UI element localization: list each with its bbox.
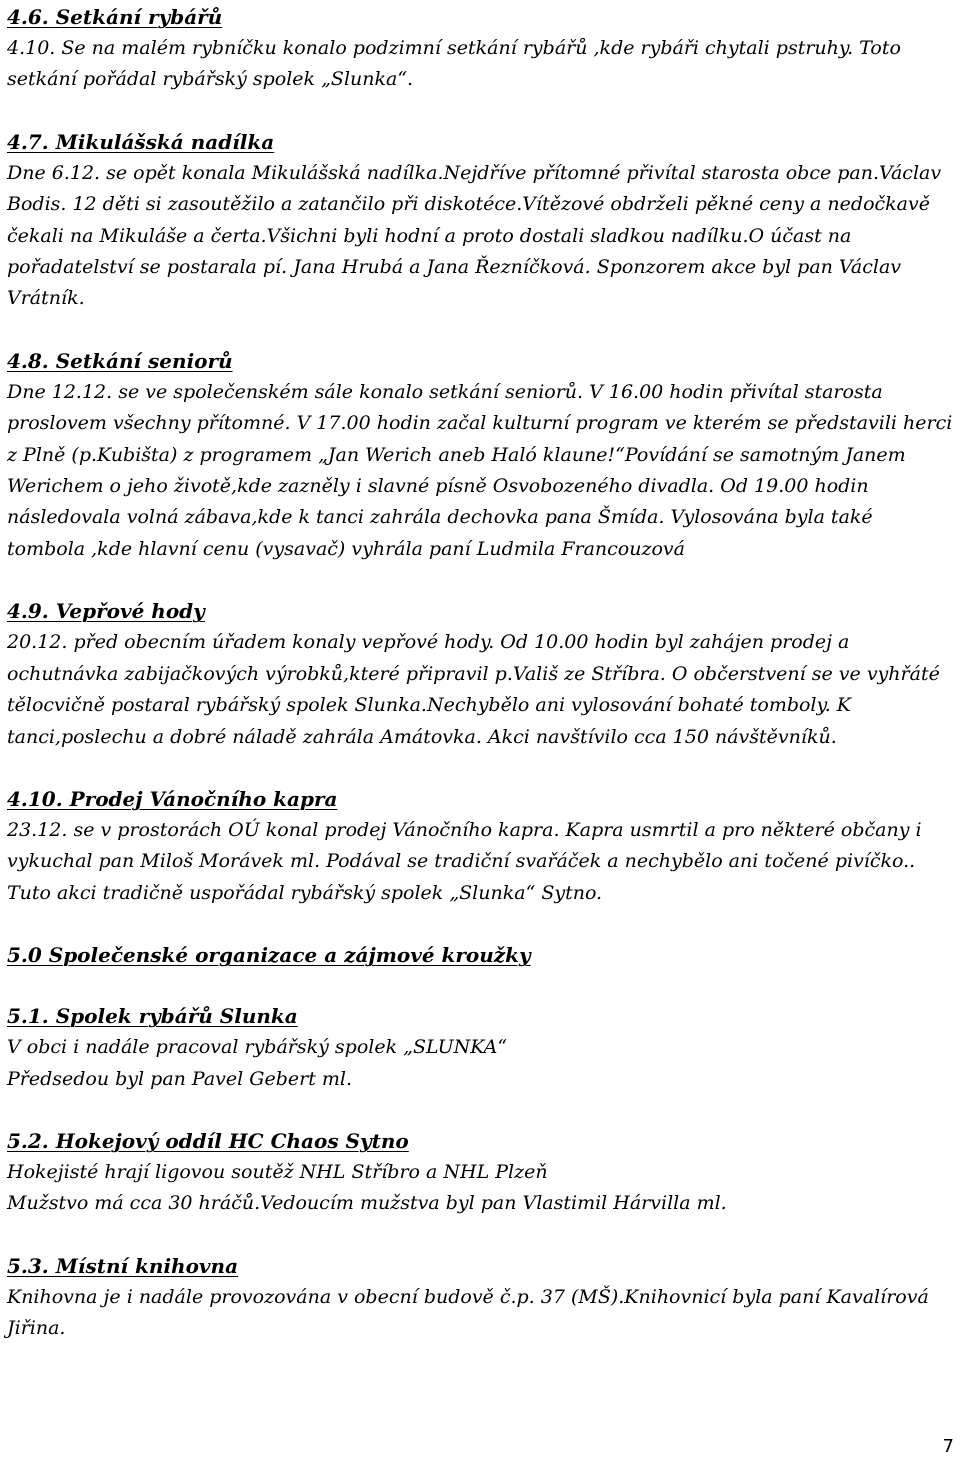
section-4-8 <box>7 346 953 565</box>
section-5-3 <box>7 1251 953 1345</box>
section-paragraph: Hokejisté hrají ligovou soutěž NHL Stříbro a NHL Plzeň <box>7 1160 548 1183</box>
section-paragraph: Dne 6.12. se opět konala Mikulášská nadílka.Nejdříve přítomné přivítal starosta obce pan.Václav Bodis. 12 děti si zasoutěžilo a zatančilo při diskotéce.Vítězové obdrželi pěkné ceny a nedočkavě čekali na Mikuláše a čerta.Všichni byli hodní a proto dostali sladkou nadílku.O účast na pořadatelství se postarala pí. Jana Hrubá a Jana Řezníčková. Sponzorem akce byl pan Václav Vrátník. <box>7 161 942 310</box>
section-heading: 4.7. Mikulášská nadílka <box>7 129 275 154</box>
page-number: 7 <box>942 1436 954 1457</box>
section-paragraph: Mužstvo má cca 30 hráčů.Vedoucím mužstva byl pan Vlastimil Hárvilla ml. <box>7 1192 727 1215</box>
document-page <box>7 2 953 1376</box>
section-heading: 4.8. Setkání seniorů <box>7 348 233 373</box>
section-heading: 4.10. Prodej Vánočního kapra <box>7 786 338 811</box>
section-paragraph: V obci i nadále pracoval rybářský spolek „SLUNKA“ <box>7 1036 508 1059</box>
section-4-7 <box>7 127 953 315</box>
section-paragraph: Knihovna je i nadále provozována v obecní budově č.p. 37 (MŠ).Knihovnicí byla paní Kavalírová Jiřina. <box>7 1285 929 1340</box>
section-4-6 <box>7 2 953 96</box>
section-heading: 4.6. Setkání rybářů <box>7 5 223 29</box>
section-5-1 <box>7 1001 953 1095</box>
section-heading: 4.9. Vepřové hody <box>7 599 205 624</box>
section-4-9 <box>7 596 953 753</box>
section-heading: 5.0 Společenské organizace a zájmové kroužky <box>7 943 531 968</box>
section-paragraph: Předsedou byl pan Pavel Gebert ml. <box>7 1067 352 1090</box>
section-5-2 <box>7 1126 953 1220</box>
section-heading: 5.1. Spolek rybářů Slunka <box>7 1004 298 1029</box>
section-heading: 5.2. Hokejový oddíl HC Chaos Sytno <box>7 1128 409 1153</box>
section-heading: 5.3. Místní knihovna <box>7 1253 239 1278</box>
section-paragraph: 23.12. se v prostorách OÚ konal prodej Vánočního kapra. Kapra usmrtil a pro některé občany i vykuchal pan Miloš Morávek ml. Podával se tradiční svařáček a nechybělo ani točené pivíčko.. Tuto akci tradičně uspořádal rybářský spolek „Slunka“ Sytno. <box>7 818 922 904</box>
section-paragraph: Dne 12.12. se ve společenském sále konalo setkání seniorů. V 16.00 hodin přivítal starosta proslovem všechny přítomné. V 17.00 hodin začal kulturní program ve kterém se představili herci z Plně (p.Kubišta) z programem „Jan Werich aneb Haló klaune!“Povídání se samotným Janem Werichem o jeho životě,kde zazněly i slavné písně Osvobozeného divadla. Od 19.00 hodin následovala volná zábava,kde k tanci zahrála dechovka pana Šmída. Vylosována byla také tombola ,kde hlavní cenu (vysavač) vyhrála paní Ludmila Francouzová <box>7 380 953 560</box>
section-paragraph: 20.12. před obecním úřadem konaly vepřové hody. Od 10.00 hodin byl zahájen prodej a ochutnávka zabijačkových výrobků,které připravil p.Vališ ze Stříbra. O občerstvení se ve vyhřáté tělocvičně postaral rybářský spolek Slunka.Nechybělo ani vylosování bohaté tomboly. K tanci,poslechu a dobré náladě zahrála Amátovka. Akci navštívilo cca 150 návštěvníků. <box>7 631 940 748</box>
section-4-10 <box>7 784 953 909</box>
section-5-0 <box>7 940 953 971</box>
section-paragraph: 4.10. Se na malém rybníčku konalo podzimní setkání rybářů ,kde rybáři chytali pstruhy. Toto setkání pořádal rybářský spolek „Slunka“. <box>7 37 901 91</box>
